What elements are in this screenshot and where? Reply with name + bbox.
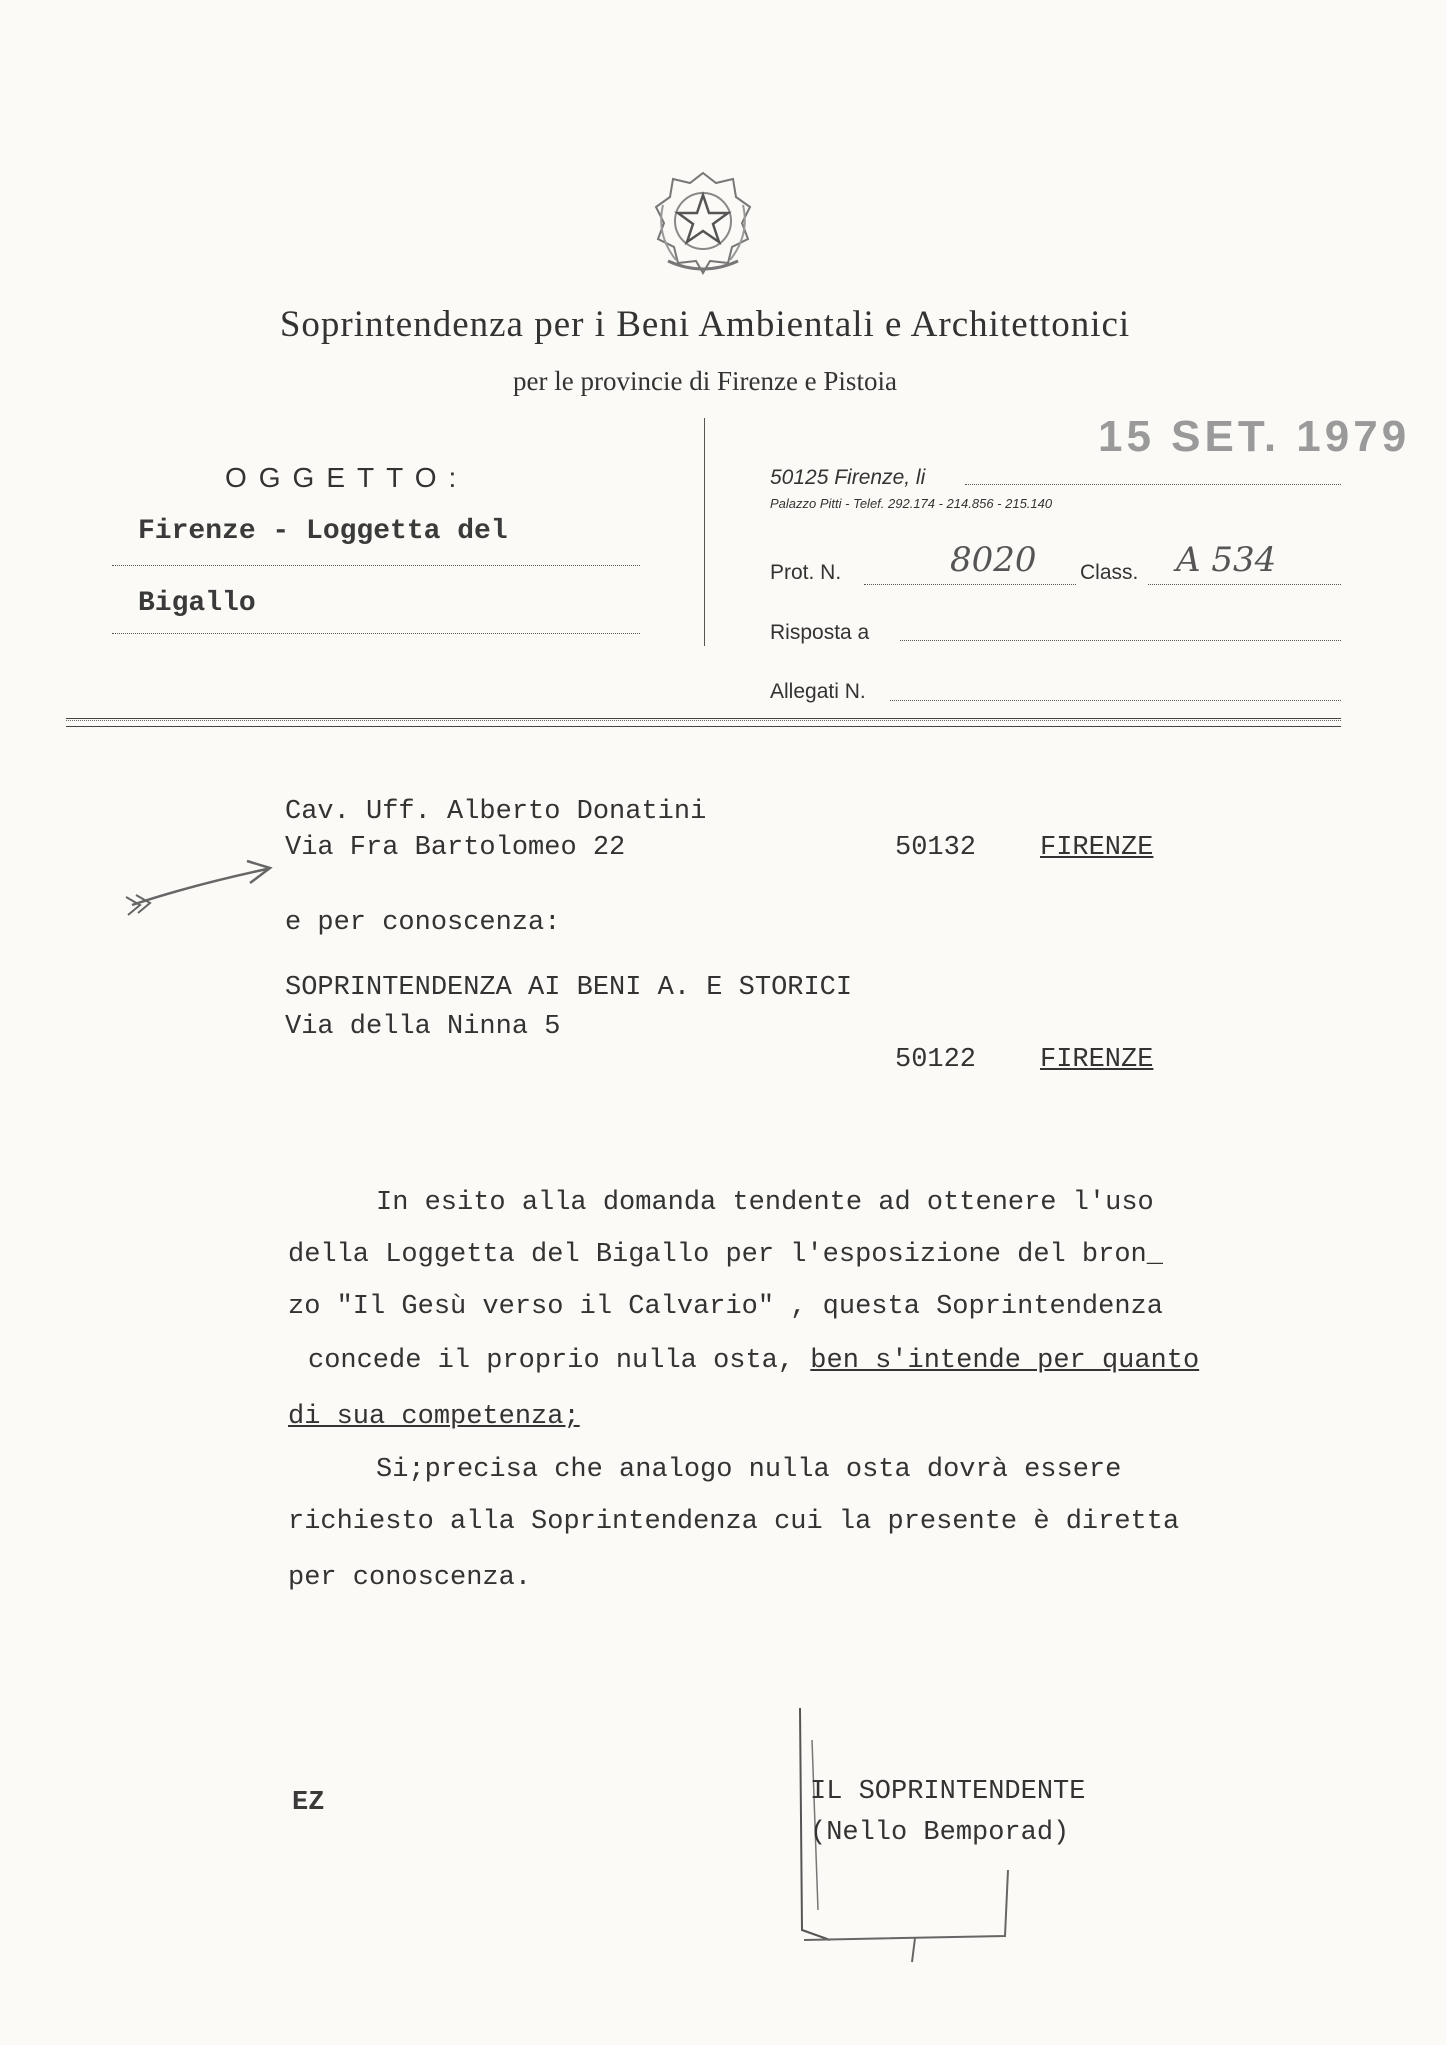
header-separator-dotted	[66, 720, 1341, 721]
typist-initials: EZ	[292, 1788, 325, 1818]
protocol-label: Prot. N.	[770, 561, 842, 584]
recipient-zip: 50132	[895, 833, 977, 863]
cc-city: FIRENZE	[1040, 1045, 1154, 1075]
risposta-dotted-line	[900, 640, 1341, 641]
italian-republic-emblem-icon	[648, 165, 758, 283]
header-separator-top	[66, 718, 1341, 719]
protocol-dotted-line	[864, 584, 1076, 585]
header-divider	[704, 418, 705, 646]
cc-name: SOPRINTENDENZA AI BENI A. E STORICI	[285, 973, 853, 1003]
class-value: A 534	[1176, 540, 1277, 580]
body-line-1: In esito alla domanda tendente ad ottenere l'uso	[376, 1188, 1154, 1218]
body-line-4-underlined: ben s'intende per quanto	[810, 1346, 1200, 1376]
date-dotted-line	[965, 484, 1341, 485]
body-line-7: richiesto alla Soprintendenza cui la presente è diretta	[288, 1507, 1180, 1537]
recipient-city: FIRENZE	[1040, 833, 1154, 863]
office-contact: Palazzo Pitti - Telef. 292.174 - 214.856 - 215.140	[770, 496, 1053, 511]
letterhead-title: Soprintendenza per i Beni Ambientali e Architettonici	[279, 304, 1131, 345]
cc-zip: 50122	[895, 1045, 977, 1075]
signer-name: (Nello Bemporad)	[810, 1818, 1070, 1848]
handwritten-arrow-icon	[122, 855, 277, 920]
body-line-4-start: concede il proprio nulla osta,	[308, 1346, 795, 1376]
class-dotted-line	[1148, 584, 1341, 585]
body-line-4	[308, 1346, 1199, 1376]
body-line-6: Si;precisa che analogo nulla osta dovrà essere	[376, 1455, 1122, 1485]
body-line-2: della Loggetta del Bigallo per l'esposizione del bron_	[288, 1240, 1163, 1270]
protocol-number: 8020	[950, 540, 1037, 580]
signer-title: IL SOPRINTENDENTE	[810, 1777, 1086, 1807]
body-line-5: di sua competenza;	[288, 1402, 580, 1432]
date-stamp: 15 SET. 1979	[1098, 412, 1411, 461]
subject-line-2: Bigallo	[138, 588, 256, 619]
cc-street: Via della Ninna 5	[285, 1012, 561, 1042]
body-line-3: zo "Il Gesù verso il Calvario" , questa Soprintendenza	[288, 1292, 1163, 1322]
body-line-8: per conoscenza.	[288, 1563, 532, 1593]
city-label: 50125 Firenze, li	[770, 466, 926, 489]
recipient-street: Via Fra Bartolomeo 22	[285, 833, 626, 863]
header-separator-bottom	[66, 726, 1341, 727]
subject-line-1: Firenze - Loggetta del	[138, 516, 508, 547]
cc-label: e per conoscenza:	[285, 908, 561, 938]
subject-dotted-line-2	[112, 633, 640, 634]
allegati-label: Allegati N.	[770, 680, 866, 703]
subject-dotted-line-1	[112, 565, 640, 566]
risposta-label: Risposta a	[770, 621, 870, 644]
allegati-dotted-line	[890, 700, 1341, 701]
subject-label: OGGETTO:	[225, 462, 469, 493]
recipient-name: Cav. Uff. Alberto Donatini	[285, 797, 707, 827]
class-label: Class.	[1080, 561, 1139, 584]
letterhead-subtitle: per le provincie di Firenze e Pistoia	[513, 366, 897, 396]
